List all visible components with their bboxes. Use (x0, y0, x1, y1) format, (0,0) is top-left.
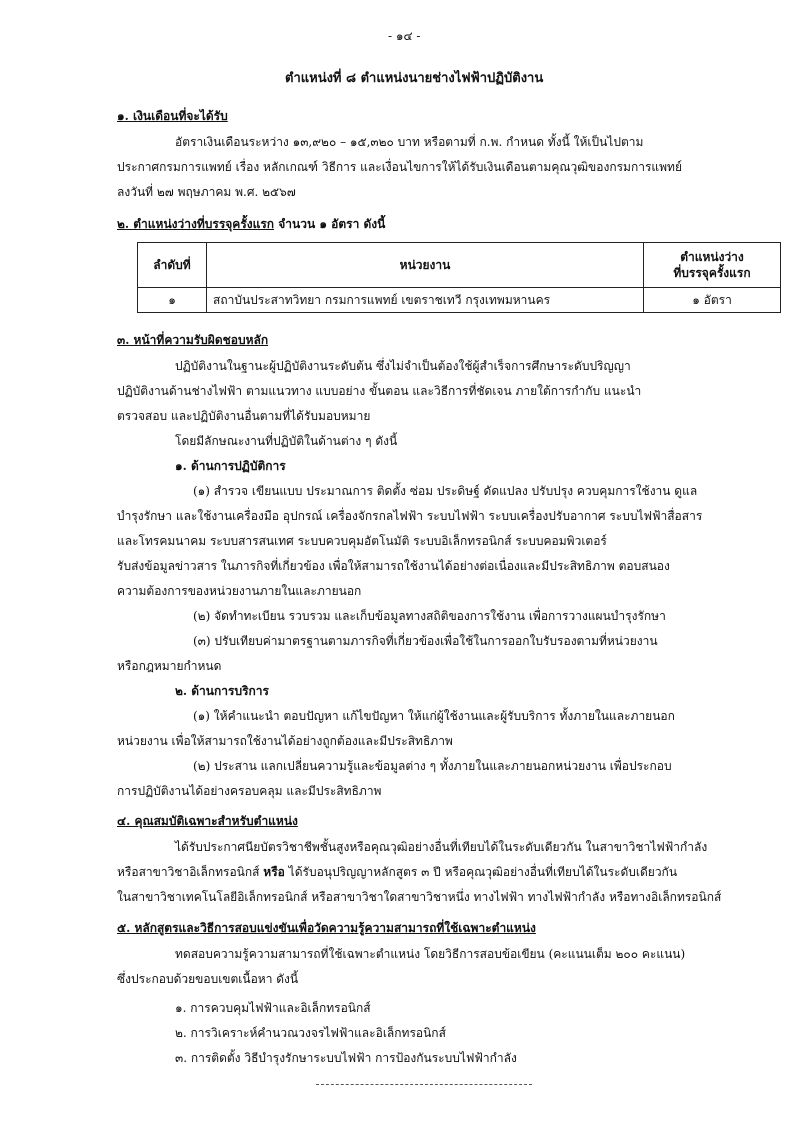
subsection-service-heading: ๒. ด้านการบริการ (175, 684, 269, 698)
section-5-item: ๑. การควบคุมไฟฟ้าและอิเล็กทรอนิกส์ (175, 1001, 371, 1015)
service-item-2-line: (๒) ประสาน แลกเปลี่ยนความรู้และข้อมูลต่าง ๆ ทั้งภายในและภายนอกหน่วยงาน เพื่อประกอบ (193, 759, 672, 773)
section-4-line2-a: หรือสาขาวิชาอิเล็กทรอนิกส์ (117, 865, 264, 879)
header-unit: หน่วยงาน (207, 243, 644, 288)
operations-item-1-line: บำรุงรักษา และใช้งานเครื่องมือ อุปกรณ์ เครื่องจักรกลไฟฟ้า ระบบไฟฟ้า ระบบเครื่องปรับอากาศ ระบบไฟฟ้าสื่อสาร (117, 509, 703, 523)
vacancy-table (137, 242, 781, 313)
section-2-heading-underlined: ๒. ตำแหน่งว่างที่บรรจุครั้งแรก (117, 217, 275, 231)
operations-item-1-line: ความต้องการของหน่วยงานภายในและภายนอก (117, 584, 362, 598)
page-title: ตำแหน่งที่ ๘ ตำแหน่งนายช่างไฟฟ้าปฏิบัติงาน (285, 71, 544, 86)
section-4-line: ได้รับประกาศนียบัตรวิชาชีพชั้นสูงหรือคุณวุฒิอย่างอื่นที่เทียบได้ในระดับเดียวกัน ในสาขาวิชาไฟฟ้ากำลัง (175, 840, 708, 854)
section-5-item: ๓. การติดตั้ง วิธีบำรุงรักษาระบบไฟฟ้า การป้องกันระบบไฟฟ้ากำลัง (175, 1051, 517, 1065)
operations-item-1-line: และโทรคมนาคม ระบบสารสนเทศ ระบบควบคุมอัตโนมัติ ระบบอิเล็กทรอนิกส์ ระบบคอมพิวเตอร์ (117, 534, 607, 548)
section-1-line: ลงวันที่ ๒๗ พฤษภาคม พ.ศ. ๒๕๖๗ (117, 185, 296, 199)
section-3-intro-line: ตรวจสอบ และปฏิบัติงานอื่นตามที่ได้รับมอบหมาย (117, 409, 371, 423)
section-5-heading: ๕. หลักสูตรและวิธีการสอบแข่งขันเพื่อวัดความรู้ความสามารถที่ใช้เฉพาะตำแหน่ง (117, 921, 536, 935)
section-4-line (117, 864, 677, 880)
section-5-line: ทดสอบความรู้ความสามารถที่ใช้เฉพาะตำแหน่ง โดยวิธีการสอบข้อเขียน (คะแนนเต็ม ๒๐๐ คะแนน) (175, 947, 686, 961)
section-1-line: ประกาศกรมการแพทย์ เรื่อง หลักเกณฑ์ วิธีการ และเงื่อนไขการให้ได้รับเงินเดือนตามคุณวุฒิของกรมการแพทย์ (117, 160, 682, 174)
service-item-1-line: หน่วยงาน เพื่อให้สามารถใช้งานได้อย่างถูกต้องและมีประสิทธิภาพ (117, 734, 453, 748)
section-4-line: ในสาขาวิชาเทคโนโลยีอิเล็กทรอนิกส์ หรือสาขาวิชาใดสาขาวิชาหนึ่ง ทางไฟฟ้า ทางไฟฟ้ากำลัง หรือทางอิเล็กทรอนิกส์ (117, 890, 722, 904)
header-vacancy-line1: ตำแหน่งว่าง (680, 250, 744, 264)
section-5-line: ซึ่งประกอบด้วยขอบเขตเนื้อหา ดังนี้ (117, 972, 299, 986)
section-3-intro-line: ปฏิบัติงานในฐานะผู้ปฏิบัติงานระดับต้น ซึ่งไม่จำเป็นต้องใช้ผู้สำเร็จการศึกษาระดับปริญญา (175, 359, 631, 373)
operations-item-3-line: หรือกฎหมายกำหนด (117, 659, 222, 673)
section-4-or: หรือ (263, 865, 285, 879)
table-row (138, 288, 781, 313)
operations-item-1-line: (๑) สำรวจ เขียนแบบ ประมาณการ ติดตั้ง ซ่อม ประดิษฐ์ ดัดแปลง ปรับปรุง ควบคุมการใช้งาน ดูแล (193, 484, 698, 498)
section-3-intro-line: ปฏิบัติงานด้านช่างไฟฟ้า ตามแนวทาง แบบอย่าง ขั้นตอน และวิธีการที่ชัดเจน ภายใต้การกำกับ แนะนำ (117, 384, 642, 398)
service-item-2-line: การปฏิบัติงานได้อย่างครอบคลุม และมีประสิทธิภาพ (117, 784, 382, 798)
operations-item-1-line: รับส่งข้อมูลข่าวสาร ในภารกิจที่เกี่ยวข้อง เพื่อให้สามารถใช้งานได้อย่างต่อเนื่องและมีประสิทธิภาพ ตอบสนอง (117, 559, 670, 573)
section-4-heading: ๔. คุณสมบัติเฉพาะสำหรับตำแหน่ง (117, 814, 298, 828)
section-5-item: ๒. การวิเคราะห์คำนวณวงจรไฟฟ้าและอิเล็กทรอนิกส์ (175, 1026, 446, 1040)
table-header-row (138, 243, 781, 288)
section-1-heading: ๑. เงินเดือนที่จะได้รับ (117, 109, 228, 123)
operations-item-2: (๒) จัดทำทะเบียน รวบรวม และเก็บข้อมูลทางสถิติของการใช้งาน เพื่อการวางแผนบำรุงรักษา (193, 609, 666, 623)
end-divider (316, 1084, 532, 1085)
cell-count: ๑ อัตรา (644, 288, 781, 313)
section-1-line: อัตราเงินเดือนระหว่าง ๑๓,๙๒๐ – ๑๕,๓๒๐ บาท หรือตามที่ ก.พ. กำหนด ทั้งนี้ ให้เป็นไปตาม (175, 135, 644, 149)
section-4-line2-b: ได้รับอนุปริญญาหลักสูตร ๓ ปี หรือคุณวุฒิอย่างอื่นที่เทียบได้ในระดับเดียวกัน (284, 865, 678, 879)
header-order: ลำดับที่ (138, 243, 207, 288)
operations-item-3-line: (๓) ปรับเทียบค่ามาตรฐานตามภารกิจที่เกี่ยวข้องเพื่อใช้ในการออกใบรับรองตามที่หน่วยงาน (193, 634, 658, 648)
section-3-heading: ๓. หน้าที่ความรับผิดชอบหลัก (117, 333, 269, 347)
section-2-heading-rest: จำนวน ๑ อัตรา ดังนี้ (274, 217, 386, 231)
cell-order: ๑ (138, 288, 207, 313)
service-item-1-line: (๑) ให้คำแนะนำ ตอบปัญหา แก้ไขปัญหา ให้แก่ผู้ใช้งานและผู้รับบริการ ทั้งภายในและภายนอก (193, 709, 675, 723)
header-vacancy (644, 243, 781, 288)
subsection-operations-heading: ๑. ด้านการปฏิบัติการ (175, 459, 286, 473)
cell-unit: สถาบันประสาทวิทยา กรมการแพทย์ เขตราชเทวี กรุงเทพมหานคร (207, 288, 644, 313)
page-number: - ๑๔ - (388, 29, 421, 43)
header-vacancy-line2: ที่บรรจุครั้งแรก (673, 266, 751, 280)
section-3-lead: โดยมีลักษณะงานที่ปฏิบัติในด้านต่าง ๆ ดังนี้ (175, 434, 398, 448)
section-2-heading (117, 216, 385, 232)
